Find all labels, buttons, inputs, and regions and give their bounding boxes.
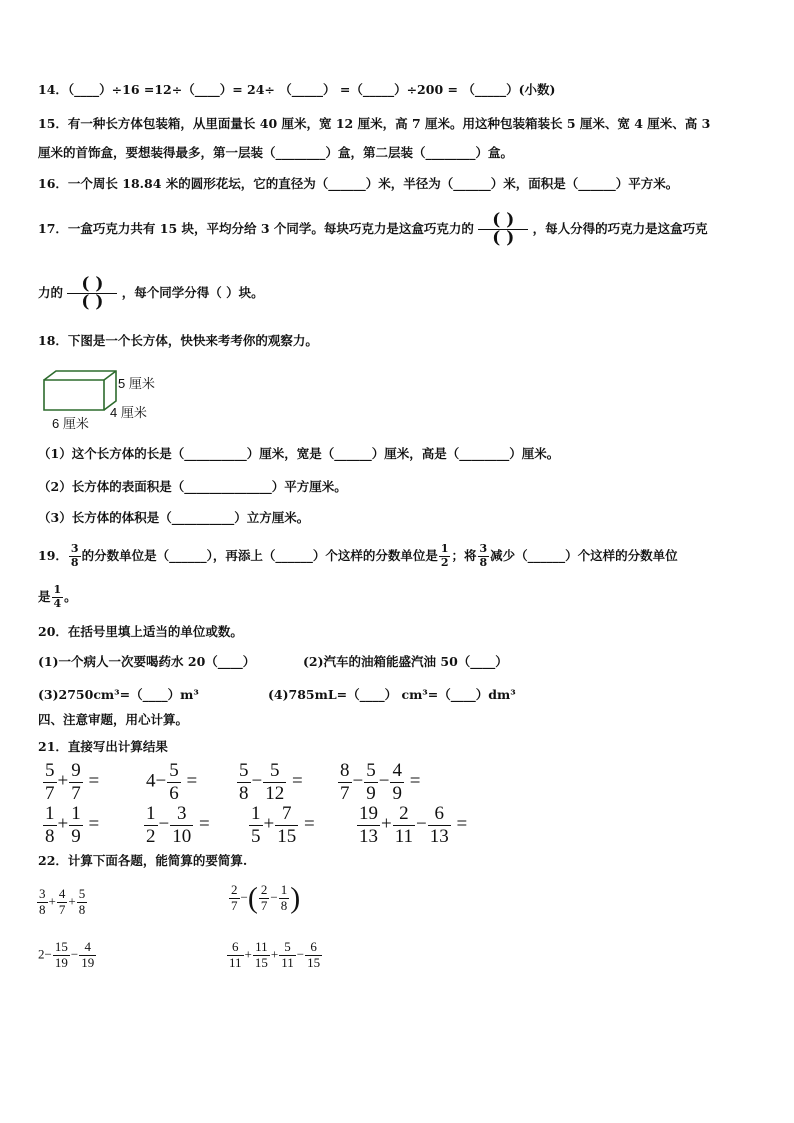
- calc22-3: 2− $\frac{15}{19}$ − $\frac{4}{19}$: [38, 939, 95, 970]
- calc22-2: $\frac{2}{7}$ −( $\frac{2}{7}$ − $\frac{1}{8}$ ): [231, 881, 301, 915]
- q17-part2: ，每人分得的巧克力是这盒巧克: [532, 221, 708, 236]
- question-18-sub1: （1）这个长方体的长是（__________）厘米，宽是（______）厘米，高是（________）厘米。: [38, 446, 560, 461]
- q15-line2: 厘米的首饰盒，要想装得最多，第一层装（________）盒，第二层装（________）盒。: [38, 145, 514, 160]
- question-15-line2: [38, 143, 513, 163]
- question-17-line1: [38, 207, 708, 251]
- length-label: 6 厘米: [52, 416, 89, 431]
- calc-r2-1: $\frac{1}{8}$ + $\frac{1}{9}$ =: [45, 803, 100, 847]
- q17-part3: 力的: [38, 285, 64, 300]
- question-20-item3: (3)2750cm³=（____）m³: [38, 687, 199, 702]
- question-19-line2: 是 $\frac{1}{4}$ 。: [38, 583, 77, 610]
- question-20-item4: (4)785mL=（____） cm³=（____）dm³: [268, 687, 516, 702]
- q17-blank-fraction-1: ( ) ( ): [478, 212, 528, 247]
- fraction-3-8-b: $\frac{3}{8}$: [479, 542, 488, 569]
- q14-text: 14．（____）÷16 =12÷（____）= 24÷ （_____） =（_____）÷200 = （_____）(小数): [38, 82, 556, 97]
- section-4-title: 四、注意审题，用心计算。: [38, 712, 189, 727]
- calc-r2-4: $\frac{19}{13}$ + $\frac{2}{11}$ − $\frac{6}{13}$ =: [359, 803, 468, 847]
- question-15-line1: [38, 114, 710, 134]
- calc-r2-2: $\frac{1}{2}$ − $\frac{3}{10}$ =: [146, 803, 210, 847]
- q17-part4: ，每个同学分得（ ）块。: [121, 285, 264, 300]
- q17-part1: 17．一盒巧克力共有 15 块，平均分给 3 个同学。每块巧克力是这盒巧克力的: [38, 221, 474, 236]
- question-20-title: 20．在括号里填上适当的单位或数。: [38, 624, 243, 639]
- fraction-1-2: $\frac{1}{2}$: [440, 542, 449, 569]
- question-18-sub3: （3）长方体的体积是（__________）立方厘米。: [38, 510, 310, 525]
- calc22-4: $\frac{6}{11}$ + $\frac{11}{15}$ + $\frac{5}{11}$ − $\frac{6}{15}$: [229, 939, 321, 970]
- question-14: [38, 80, 555, 100]
- fraction-1-4: $\frac{1}{4}$: [53, 583, 62, 610]
- question-18-sub2: （2）长方体的表面积是（______________）平方厘米。: [38, 479, 347, 494]
- calc-r1-2: 4− $\frac{5}{6}$ =: [146, 760, 198, 804]
- q15-line1: 15．有一种长方体包装箱，从里面量长 40 厘米，宽 12 厘米，高 7 厘米。用这种包装箱装长 5 厘米、宽 4 厘米、高 3: [38, 116, 711, 131]
- fraction-3-8: $\frac{3}{8}$: [70, 542, 79, 569]
- q17-blank-fraction-2: ( ) ( ): [67, 276, 117, 311]
- calc22-1: $\frac{3}{8}$ + $\frac{4}{7}$ + $\frac{5}{8}$: [39, 886, 86, 917]
- cuboid-drawing: [44, 371, 116, 410]
- height-label: 5 厘米: [118, 376, 155, 391]
- calc-r1-3: $\frac{5}{8}$ − $\frac{5}{12}$ =: [239, 760, 303, 804]
- calc-r1-4: $\frac{8}{7}$ − $\frac{5}{9}$ − $\frac{4}{9}$ =: [340, 760, 421, 804]
- question-21-title: 21．直接写出计算结果: [38, 739, 168, 754]
- calc-r1-1: $\frac{5}{7}$ + $\frac{9}{7}$ =: [45, 760, 100, 804]
- question-19-line1: 19． $\frac{3}{8}$ 的分数单位是（______），再添上（______）个这样的分数单位是 $\frac{1}{2}$ ；将 $\frac{3}{8}$ 减少（______）个这样的分数单位: [38, 542, 678, 569]
- question-22-title: 22．计算下面各题，能简算的要简算.: [38, 853, 248, 868]
- question-17-line2: [38, 271, 264, 315]
- width-label: 4 厘米: [110, 405, 147, 420]
- calc-r2-3: $\frac{1}{5}$ + $\frac{7}{15}$ =: [251, 803, 315, 847]
- cuboid-figure: [40, 368, 170, 434]
- question-18-title: 18．下图是一个长方体，快快来考考你的观察力。: [38, 333, 318, 348]
- question-20-item1: (1)一个病人一次要喝药水 20（____）: [38, 654, 256, 669]
- question-20-item2: (2)汽车的油箱能盛汽油 50（____）: [303, 654, 508, 669]
- question-16: [38, 174, 678, 194]
- q16-text: 16．一个周长 18.84 米的圆形花坛，它的直径为（______）米，半径为（______）米，面积是（______）平方米。: [38, 176, 679, 191]
